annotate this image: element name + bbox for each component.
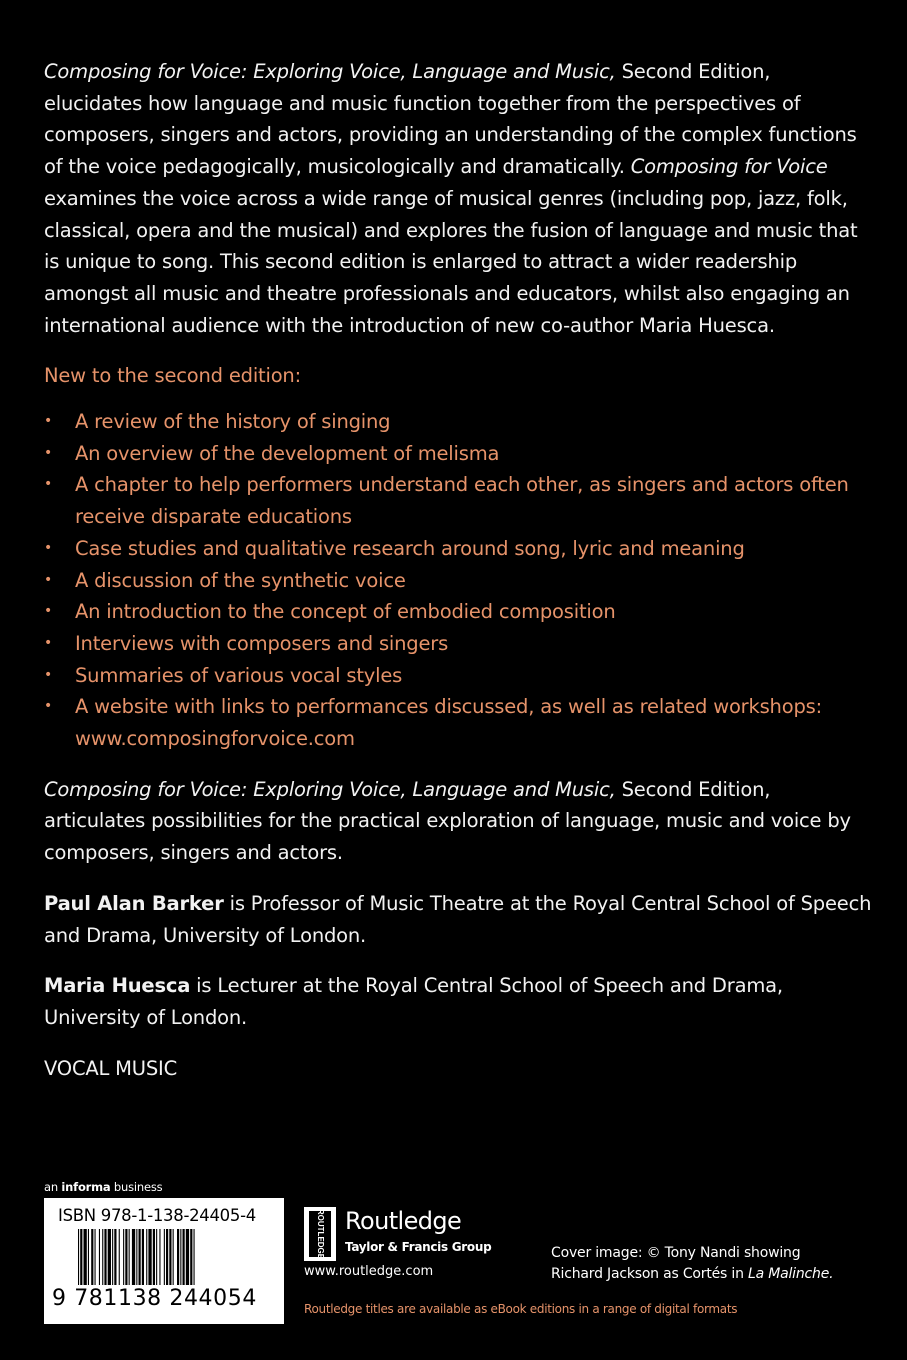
bullet-icon: • — [44, 413, 53, 430]
barcode-bar — [142, 1229, 144, 1285]
barcode-bar — [136, 1229, 137, 1285]
performance-title: La Malinche. — [748, 1266, 834, 1282]
barcode-bar — [148, 1229, 151, 1285]
barcode-bar — [99, 1229, 100, 1285]
isbn-barcode — [44, 1198, 284, 1324]
barcode-bar — [164, 1229, 165, 1285]
barcode-bar — [91, 1229, 93, 1285]
list-item: • A discussion of the synthetic voice — [44, 565, 874, 597]
barcode-bar — [123, 1229, 124, 1285]
bullet-icon: • — [44, 634, 53, 651]
bullet-icon: • — [44, 571, 53, 588]
barcode-bar — [104, 1229, 106, 1285]
barcode-bar — [119, 1229, 120, 1285]
barcode-bar — [88, 1229, 89, 1285]
barcode-bar — [177, 1229, 179, 1285]
author-name: Maria Huesca — [44, 974, 191, 998]
barcode-bar — [146, 1229, 147, 1285]
barcode-bar — [166, 1229, 168, 1285]
barcode-bar — [129, 1229, 130, 1285]
book-title: Composing for Voice: Exploring Voice, Language and Music, — [44, 60, 616, 83]
isbn-digits: 9 781138 244054 — [52, 1286, 257, 1311]
barcode-bar — [194, 1229, 195, 1285]
bullet-icon: • — [44, 444, 53, 461]
list-item: • Case studies and qualitative research around song, lyric and meaning — [44, 533, 874, 565]
barcode-bar — [169, 1229, 171, 1285]
informa-business-label: an informa business — [44, 1180, 163, 1194]
isbn-label: ISBN 978-1-138-24405-4 — [58, 1206, 256, 1225]
barcode-bar — [186, 1229, 189, 1285]
barcode-bar — [173, 1229, 174, 1285]
barcode-bar — [112, 1229, 113, 1285]
author-bio-huesca — [44, 970, 874, 1033]
intro-text: Second Edition, elucidates how language and music function together from the perspectives of composers, singers and actors, providing an understanding of the complex functions of the voice pedagogically, musicologically and dramatically. — [44, 60, 857, 179]
list-item: • A review of the history of singing — [44, 406, 874, 438]
publisher-name: Routledge — [345, 1207, 462, 1235]
author-bio-text: is Lecturer at the Royal Central School of Speech and Drama, University of London. — [44, 974, 783, 1029]
barcode-bar — [125, 1229, 127, 1285]
barcode-bar — [190, 1229, 192, 1285]
barcode-bar — [80, 1229, 82, 1285]
book-title: Composing for Voice: Exploring Voice, Language and Music, — [44, 777, 616, 801]
intro-text-continued: examines the voice across a wide range of musical genres (including pop, jazz, folk, classical, opera and the musical) and explores the fusion of language and music that is unique to song. This second edition is enlarged to attract a wider readership amongst all music and theatre professionals and educators, whilst also engaging an international audience with the introduction of new co-author Maria Huesca. — [44, 186, 858, 337]
list-item: • A chapter to help performers understand each other, as singers and actors often receive disparate educations — [44, 469, 874, 532]
list-item: • A website with links to performances discussed, as well as related workshops: www.composingforvoice.com — [44, 691, 874, 754]
closing-paragraph — [44, 774, 874, 869]
publisher-url: www.routledge.com — [304, 1264, 434, 1279]
barcode-bar — [180, 1229, 181, 1285]
routledge-logo-icon — [304, 1207, 336, 1261]
barcode-bar — [108, 1229, 111, 1285]
list-item: • Summaries of various vocal styles — [44, 660, 874, 692]
back-cover-text — [44, 56, 874, 1104]
bullet-icon: • — [44, 603, 53, 620]
barcode-bar — [102, 1229, 103, 1285]
author-name: Paul Alan Barker — [44, 891, 224, 915]
intro-paragraph — [44, 56, 874, 341]
ebook-availability-note: Routledge titles are available as eBook editions in a range of digital formats — [304, 1302, 738, 1316]
bullet-icon: • — [44, 698, 53, 715]
barcode-bar — [84, 1229, 87, 1285]
author-bio-barker — [44, 888, 874, 951]
barcode-bar — [95, 1229, 96, 1285]
bullet-icon: • — [44, 539, 53, 556]
cover-image-credit: Cover image: © Tony Nandi showing Richard Jackson as Cortés in La Malinche. — [551, 1245, 834, 1282]
barcode-bar — [153, 1229, 155, 1285]
routledge-logo-text: ROUTLEDGE — [315, 1208, 325, 1260]
new-edition-heading: New to the second edition: — [44, 364, 301, 388]
new-edition-list — [44, 406, 874, 755]
informa-brand: informa — [61, 1180, 111, 1194]
barcode-bars — [78, 1229, 274, 1285]
bullet-icon: • — [44, 476, 53, 493]
subject-category: VOCAL MUSIC — [44, 1056, 178, 1080]
author-bio-text: is Professor of Music Theatre at the Royal Central School of Speech and Drama, University of London. — [44, 891, 872, 947]
barcode-bar — [139, 1229, 141, 1285]
list-item: • An overview of the development of melisma — [44, 438, 874, 470]
barcode-bar — [183, 1229, 185, 1285]
barcode-bar — [78, 1229, 79, 1285]
barcode-bar — [114, 1229, 116, 1285]
list-item: • An introduction to the concept of embodied composition — [44, 596, 874, 628]
barcode-bar — [132, 1229, 135, 1285]
short-title: Composing for Voice — [630, 155, 828, 179]
list-item: • Interviews with composers and singers — [44, 628, 874, 660]
barcode-bar — [159, 1229, 160, 1285]
publisher-group: Taylor & Francis Group — [345, 1240, 492, 1254]
barcode-bar — [156, 1229, 157, 1285]
bullet-icon: • — [44, 666, 53, 683]
closing-text: Second Edition, articulates possibilities for the practical exploration of language, music and voice by composers, singers and actors. — [44, 777, 851, 865]
